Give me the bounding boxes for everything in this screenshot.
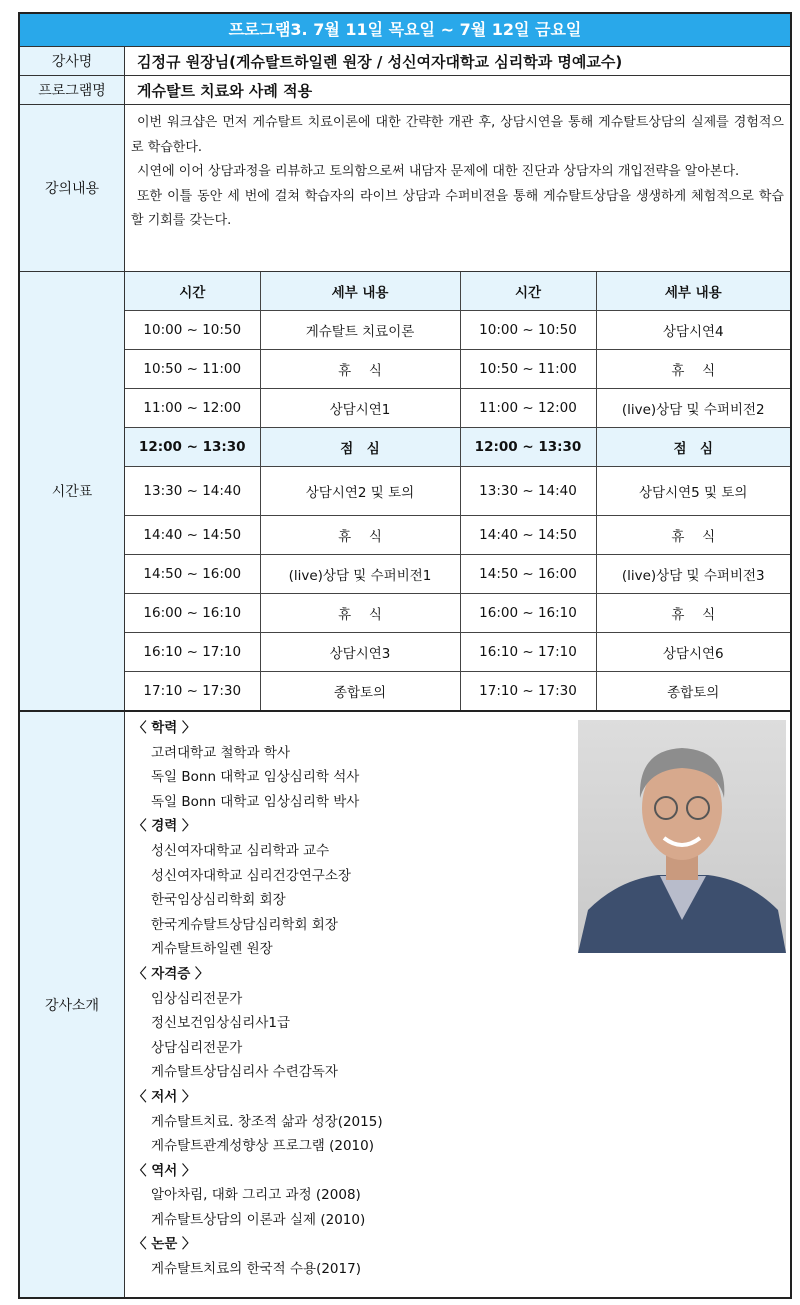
- schedule-header: 세부 내용: [596, 272, 790, 311]
- schedule-activity: (live)상담 및 수퍼비전3: [596, 555, 790, 594]
- schedule-header: 시간: [460, 272, 596, 311]
- bio-section-title: 〈 논문 〉: [133, 1236, 196, 1253]
- schedule-activity: 상담시연3: [260, 633, 460, 672]
- content-paragraph: 시연에 이어 상담과정을 리뷰하고 토의함으로써 내담자 문제에 대한 진단과 상담자의 개입전략을 알아본다.: [137, 164, 740, 179]
- bio-item: 게슈탈트상담심리사 수련감독자: [151, 1064, 338, 1081]
- instructor-photo: [578, 720, 786, 953]
- bio-item: 임상심리전문가: [151, 990, 243, 1007]
- schedule-time: 16:10 ~ 17:10: [125, 633, 260, 672]
- schedule-activity: 휴 식: [260, 594, 460, 633]
- schedule-activity: 휴 식: [596, 350, 790, 389]
- content-label: 강의내용: [20, 105, 125, 271]
- schedule-activity: 휴 식: [596, 594, 790, 633]
- schedule-activity: 상담시연1: [260, 389, 460, 428]
- schedule-time: 12:00 ~ 13:30: [125, 428, 260, 467]
- schedule-table-row: [125, 516, 790, 555]
- schedule-time: 10:00 ~ 10:50: [125, 311, 260, 350]
- schedule-table-row: [125, 555, 790, 594]
- schedule-activity: 점 심: [596, 428, 790, 467]
- schedule-activity: 종합토의: [596, 672, 790, 711]
- bio-item: 게슈탈트관계성향상 프로그램 (2010): [151, 1138, 375, 1155]
- schedule-time: 10:50 ~ 11:00: [460, 350, 596, 389]
- schedule-time: 11:00 ~ 12:00: [125, 389, 260, 428]
- schedule-time: 12:00 ~ 13:30: [460, 428, 596, 467]
- schedule-time: 13:30 ~ 14:40: [460, 467, 596, 516]
- schedule-table-wrap: [125, 272, 790, 710]
- schedule-table-row: [125, 633, 790, 672]
- schedule-time: 17:10 ~ 17:30: [125, 672, 260, 711]
- schedule-activity: 점 심: [260, 428, 460, 467]
- program-table: [18, 12, 792, 1299]
- bio-section-title: 〈 자격증 〉: [133, 965, 209, 982]
- schedule-activity: 휴 식: [260, 350, 460, 389]
- schedule-table-row: [125, 467, 790, 516]
- schedule-table: [125, 272, 790, 710]
- bio-item: 성신여자대학교 심리건강연구소장: [151, 867, 351, 884]
- schedule-header: 세부 내용: [260, 272, 460, 311]
- program-label: 프로그램명: [20, 76, 125, 104]
- program-title: 프로그램3. 7월 11일 목요일 ~ 7월 12일 금요일: [20, 14, 790, 47]
- bio-item: 게슈탈트하일렌 원장: [151, 941, 273, 958]
- schedule-activity: 종합토의: [260, 672, 460, 711]
- content-paragraph: 이번 워크샵은 먼저 게슈탈트 치료이론에 대한 간략한 개관 후, 상담시연을 통해 게슈탈트상담의 실제를 경험적으로 학습한다.: [131, 115, 784, 155]
- schedule-activity: (live)상담 및 수퍼비전1: [260, 555, 460, 594]
- schedule-header: 시간: [125, 272, 260, 311]
- bio-row: [20, 712, 790, 1297]
- schedule-label: 시간표: [20, 272, 125, 710]
- schedule-activity: 상담시연2 및 토의: [260, 467, 460, 516]
- schedule-time: 14:50 ~ 16:00: [460, 555, 596, 594]
- bio-section-title: 〈 역서 〉: [133, 1162, 196, 1179]
- bio-item: 알아차림, 대화 그리고 과정 (2008): [151, 1187, 361, 1204]
- bio-section-title: 〈 저서 〉: [133, 1088, 196, 1105]
- schedule-time: 13:30 ~ 14:40: [125, 467, 260, 516]
- instructor-label: 강사명: [20, 47, 125, 75]
- instructor-value: 김정규 원장님(게슈탈트하일렌 원장 / 성신여자대학교 심리학과 명예교수): [137, 52, 623, 71]
- bio-item: 고려대학교 철학과 학사: [151, 744, 290, 761]
- program-value: 게슈탈트 치료와 사례 적용: [137, 81, 313, 100]
- content-description: [125, 105, 790, 271]
- bio-item: 게슈탈트치료의 한국적 수용(2017): [151, 1261, 361, 1278]
- schedule-time: 11:00 ~ 12:00: [460, 389, 596, 428]
- bio-item: 한국임상심리학회 회장: [151, 892, 286, 909]
- schedule-activity: 게슈탈트 치료이론: [260, 311, 460, 350]
- schedule-row: [20, 272, 790, 712]
- schedule-table-row: [125, 350, 790, 389]
- schedule-time: 14:40 ~ 14:50: [460, 516, 596, 555]
- schedule-time: 17:10 ~ 17:30: [460, 672, 596, 711]
- schedule-time: 10:00 ~ 10:50: [460, 311, 596, 350]
- schedule-header-row: [125, 272, 790, 311]
- bio-item: 독일 Bonn 대학교 임상심리학 석사: [151, 769, 360, 786]
- schedule-time: 14:40 ~ 14:50: [125, 516, 260, 555]
- schedule-activity: 상담시연5 및 토의: [596, 467, 790, 516]
- schedule-time: 16:00 ~ 16:10: [125, 594, 260, 633]
- bio-item: 성신여자대학교 심리학과 교수: [151, 842, 330, 859]
- bio-item: 상담심리전문가: [151, 1039, 243, 1056]
- schedule-time: 16:00 ~ 16:10: [460, 594, 596, 633]
- bio-item: 한국게슈탈트상담심리학회 회장: [151, 916, 338, 933]
- schedule-time: 14:50 ~ 16:00: [125, 555, 260, 594]
- schedule-time: 16:10 ~ 17:10: [460, 633, 596, 672]
- bio-item: 게슈탈트치료. 창조적 삶과 성장(2015): [151, 1113, 383, 1130]
- schedule-activity: 휴 식: [260, 516, 460, 555]
- schedule-time: 10:50 ~ 11:00: [125, 350, 260, 389]
- schedule-activity: 상담시연6: [596, 633, 790, 672]
- schedule-activity: 휴 식: [596, 516, 790, 555]
- content-row: [20, 105, 790, 272]
- bio-section-title: 〈 학력 〉: [133, 720, 196, 736]
- schedule-table-row: [125, 594, 790, 633]
- schedule-activity: 상담시연4: [596, 311, 790, 350]
- bio-item: 게슈탈트상담의 이론과 실제 (2010): [151, 1211, 366, 1228]
- schedule-table-row: [125, 389, 790, 428]
- instructor-row: [20, 47, 790, 76]
- bio-item: 독일 Bonn 대학교 임상심리학 박사: [151, 793, 360, 810]
- schedule-table-row: [125, 672, 790, 711]
- schedule-table-row: [125, 428, 790, 467]
- bio-label: 강사소개: [20, 712, 125, 1297]
- program-row: [20, 76, 790, 105]
- bio-section-title: 〈 경력 〉: [133, 818, 196, 835]
- schedule-table-row: [125, 311, 790, 350]
- schedule-activity: (live)상담 및 수퍼비전2: [596, 389, 790, 428]
- bio-content: [125, 712, 790, 1297]
- content-paragraph: 또한 이틀 동안 세 번에 걸쳐 학습자의 라이브 상담과 수퍼비젼을 통해 게슈탈트상담을 생생하게 체험적으로 학습할 기회를 갖는다.: [131, 188, 784, 228]
- bio-item: 정신보건임상심리사1급: [151, 1015, 290, 1032]
